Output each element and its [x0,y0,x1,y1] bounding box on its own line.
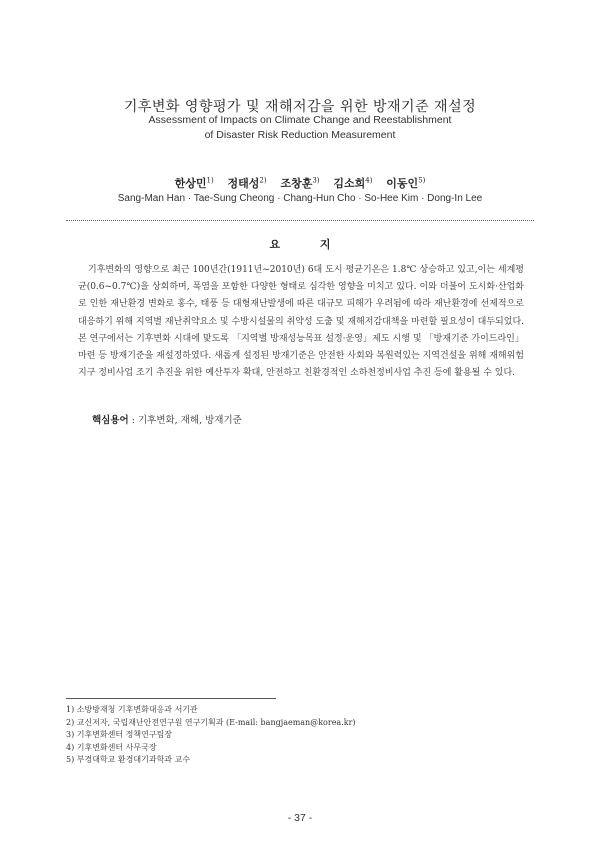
author-name: 이동인 [386,177,419,190]
footnotes [66,704,536,767]
authors-english: Sang-Man Han · Tae-Sung Cheong · Chang-Hun Cho · So-Hee Kim · Dong-In Lee [117,193,483,204]
author-5 [386,177,425,190]
author-mark: 3) [312,176,320,185]
authors-korean [0,175,600,191]
author-name: 정태성 [227,177,260,190]
abstract-heading: 요 지 [269,238,349,251]
footnote-5: 5) 부경대학교 환경대기과학과 교수 [66,755,191,765]
footnote-1: 1) 소방방재청 기후변화대응과 서기관 [66,705,198,714]
paper-title-english-line2: of Disaster Risk Reduction Measurement [204,129,396,141]
author-1 [175,177,214,190]
author-mark: 4) [365,176,373,185]
author-2 [228,177,267,190]
author-name: 한상민 [174,177,207,190]
dotted-divider [66,220,534,221]
footnote-3: 3) 기후변화센터 정책연구팀장 [66,730,173,740]
page-number: - 37 - [287,812,313,824]
paper-title-korean: 기후변화 영향평가 및 재해저감을 위한 방재기준 재설정 [123,99,477,115]
author-mark: 5) [418,176,426,185]
abstract-body: 기후변화의 영향으로 최근 100년간(1911년~2010년) 6대 도시 평균기온은 1.8℃ 상승하고 있고,이는 세계평균(0.6~0.7℃)을 상회하며, 폭염을 포함한 다양한 형태로 심각한 영향을 미치고 있다. 이와 더불어 도시화·산업화로 인한 재난환경 변화로 홍수, 태풍 등 대형재난발생에 따른 대규모 피해가 우려됨에 따라 재난환경에 선제적으로 대응하기 위해 지역별 재난취약요소 및 수방시설물의 취약성 도출 및 재해저감대책을 마련할 필요성이 대두되었다. 본 연구에서는 기후변화 시대에 맞도록 「지역별 방재성능목표 설정·운영」제도 시행 및 「방재기준 가이드라인」마련 등 방재기준을 재설정하였다. 새롭게 설정된 방재기준은 안전한 사회와 복원력있는 지역건설을 위해 재해위험지구 정비사업 조기 추진을 위한 예산투자 확대, 안전하고 친환경적인 소하천정비사업 추진 등에 활용될 수 있다. [78,265,524,379]
author-3 [280,177,319,190]
footnote-2: 2) 교신저자, 국립재난안전연구원 연구기획과 (E-mail: bangjaeman@korea.kr) [66,717,356,727]
author-name: 조창훈 [280,177,313,190]
keywords-separator: : [128,415,138,426]
keywords-line [92,412,242,426]
footnote-4: 4) 기후변화센터 사무국장 [66,742,157,752]
keywords-terms: 기후변화, 재해, 방재기준 [137,415,242,426]
paper-title-english-line1: Assessment of Impacts on Climate Change and Reestablishment [148,114,452,126]
footnote-rule [66,698,276,699]
author-name: 김소희 [333,177,366,190]
author-mark: 2) [259,176,267,185]
keywords-label: 핵심용어 [92,415,129,426]
author-mark: 1) [206,176,214,185]
author-4 [333,177,372,190]
